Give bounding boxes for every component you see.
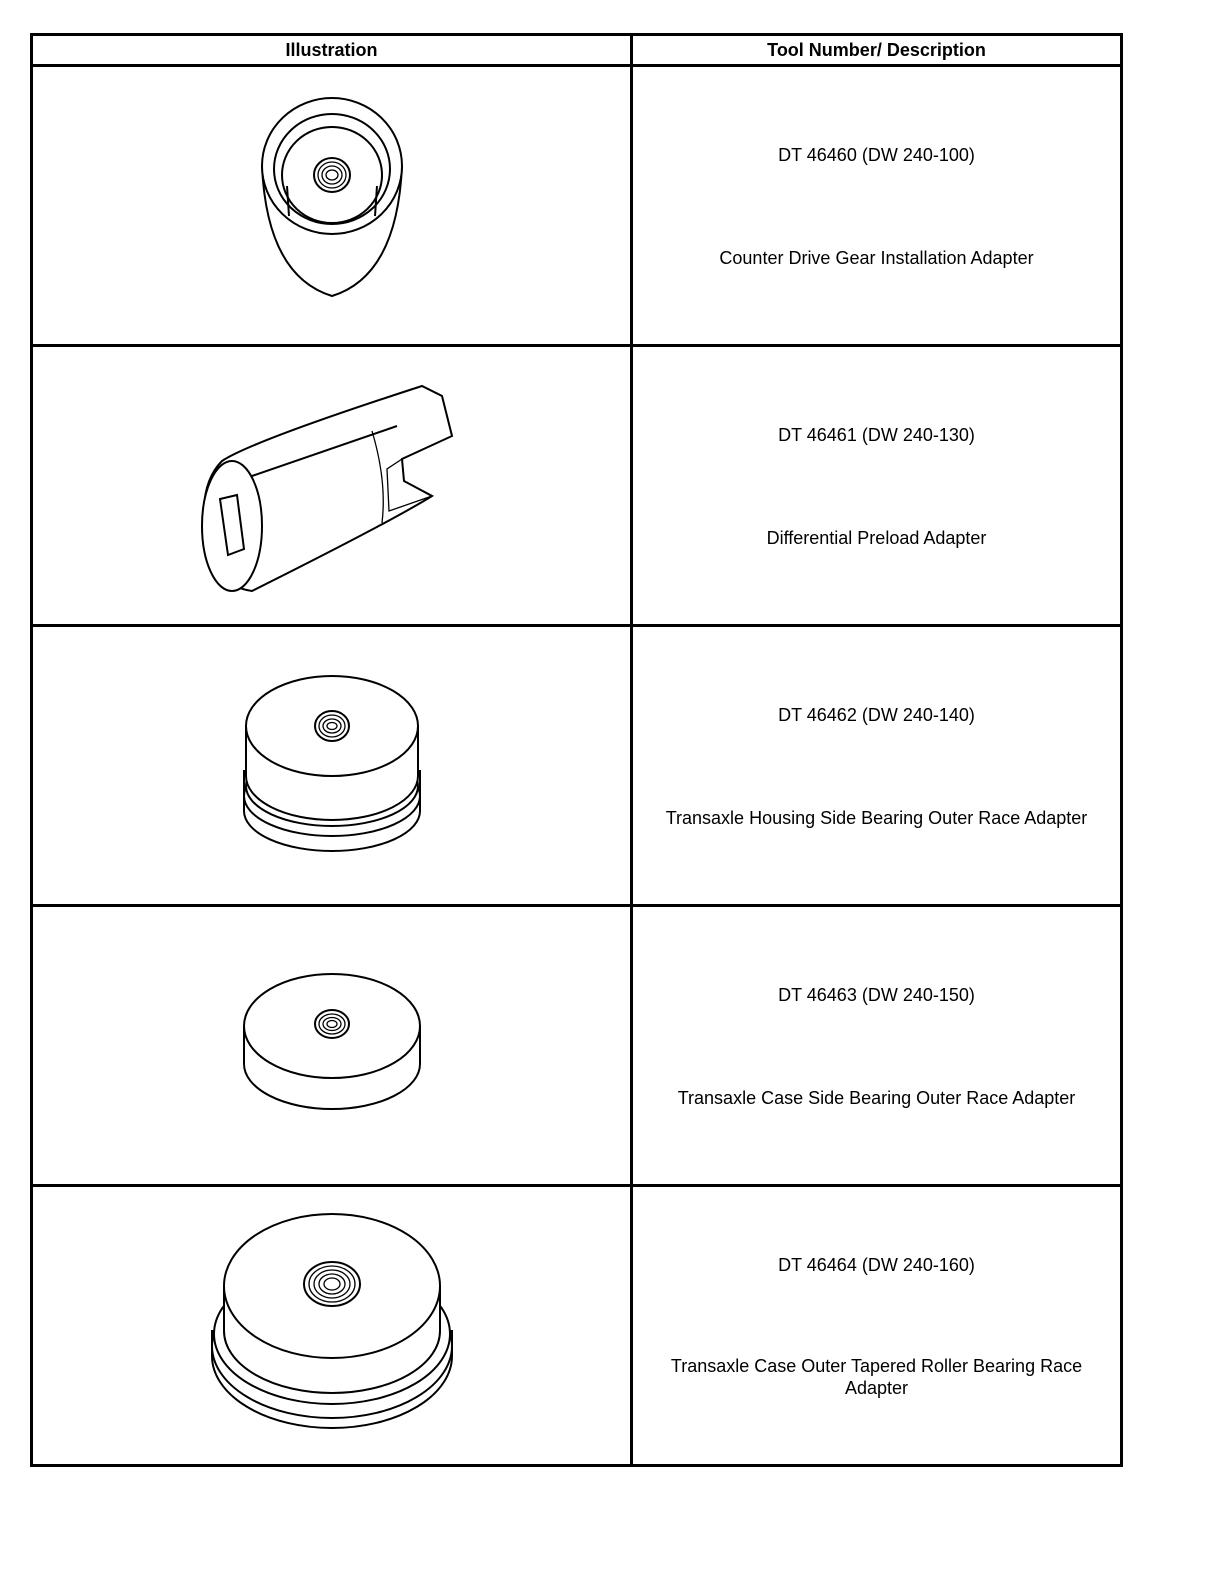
stepped-disc-adapter-icon — [202, 1206, 462, 1446]
table-header-row — [32, 35, 1122, 66]
illustration-cell — [32, 1186, 632, 1466]
tool-cell — [632, 626, 1122, 906]
tool-description: Transaxle Case Outer Tapered Roller Bearing Race Adapter — [670, 1356, 1083, 1398]
illustration-cell — [32, 626, 632, 906]
tool-number: DT 46462 (DW 240-140) — [778, 705, 975, 725]
tool-table — [30, 33, 1123, 1467]
tapered-cup-adapter-icon — [232, 91, 432, 321]
tool-description: Transaxle Case Side Bearing Outer Race Adapter — [677, 1088, 1076, 1108]
illustration-cell — [32, 346, 632, 626]
tool-header: Tool Number/ Description — [632, 35, 1122, 66]
table-row — [32, 626, 1122, 906]
illustration-cell — [32, 66, 632, 346]
table-row — [32, 66, 1122, 346]
tool-number: DT 46460 (DW 240-100) — [778, 145, 975, 165]
tool-description: Transaxle Housing Side Bearing Outer Race Adapter — [665, 808, 1088, 828]
table-row — [32, 346, 1122, 626]
illustration-cell — [32, 906, 632, 1186]
table-row — [32, 906, 1122, 1186]
illustration-header: Illustration — [32, 35, 632, 66]
tool-number: DT 46464 (DW 240-160) — [778, 1255, 975, 1275]
tool-number: DT 46461 (DW 240-130) — [778, 425, 975, 445]
slotted-cylinder-adapter-icon — [192, 371, 472, 601]
table-row — [32, 1186, 1122, 1466]
tool-cell — [632, 906, 1122, 1186]
tool-cell — [632, 66, 1122, 346]
tool-cell — [632, 346, 1122, 626]
tool-description: Counter Drive Gear Installation Adapter — [719, 248, 1034, 268]
tool-cell — [632, 1186, 1122, 1466]
flat-disc-adapter-icon — [232, 966, 432, 1126]
tool-description: Differential Preload Adapter — [766, 528, 987, 548]
grooved-disc-adapter-icon — [232, 671, 432, 861]
tool-number: DT 46463 (DW 240-150) — [778, 985, 975, 1005]
